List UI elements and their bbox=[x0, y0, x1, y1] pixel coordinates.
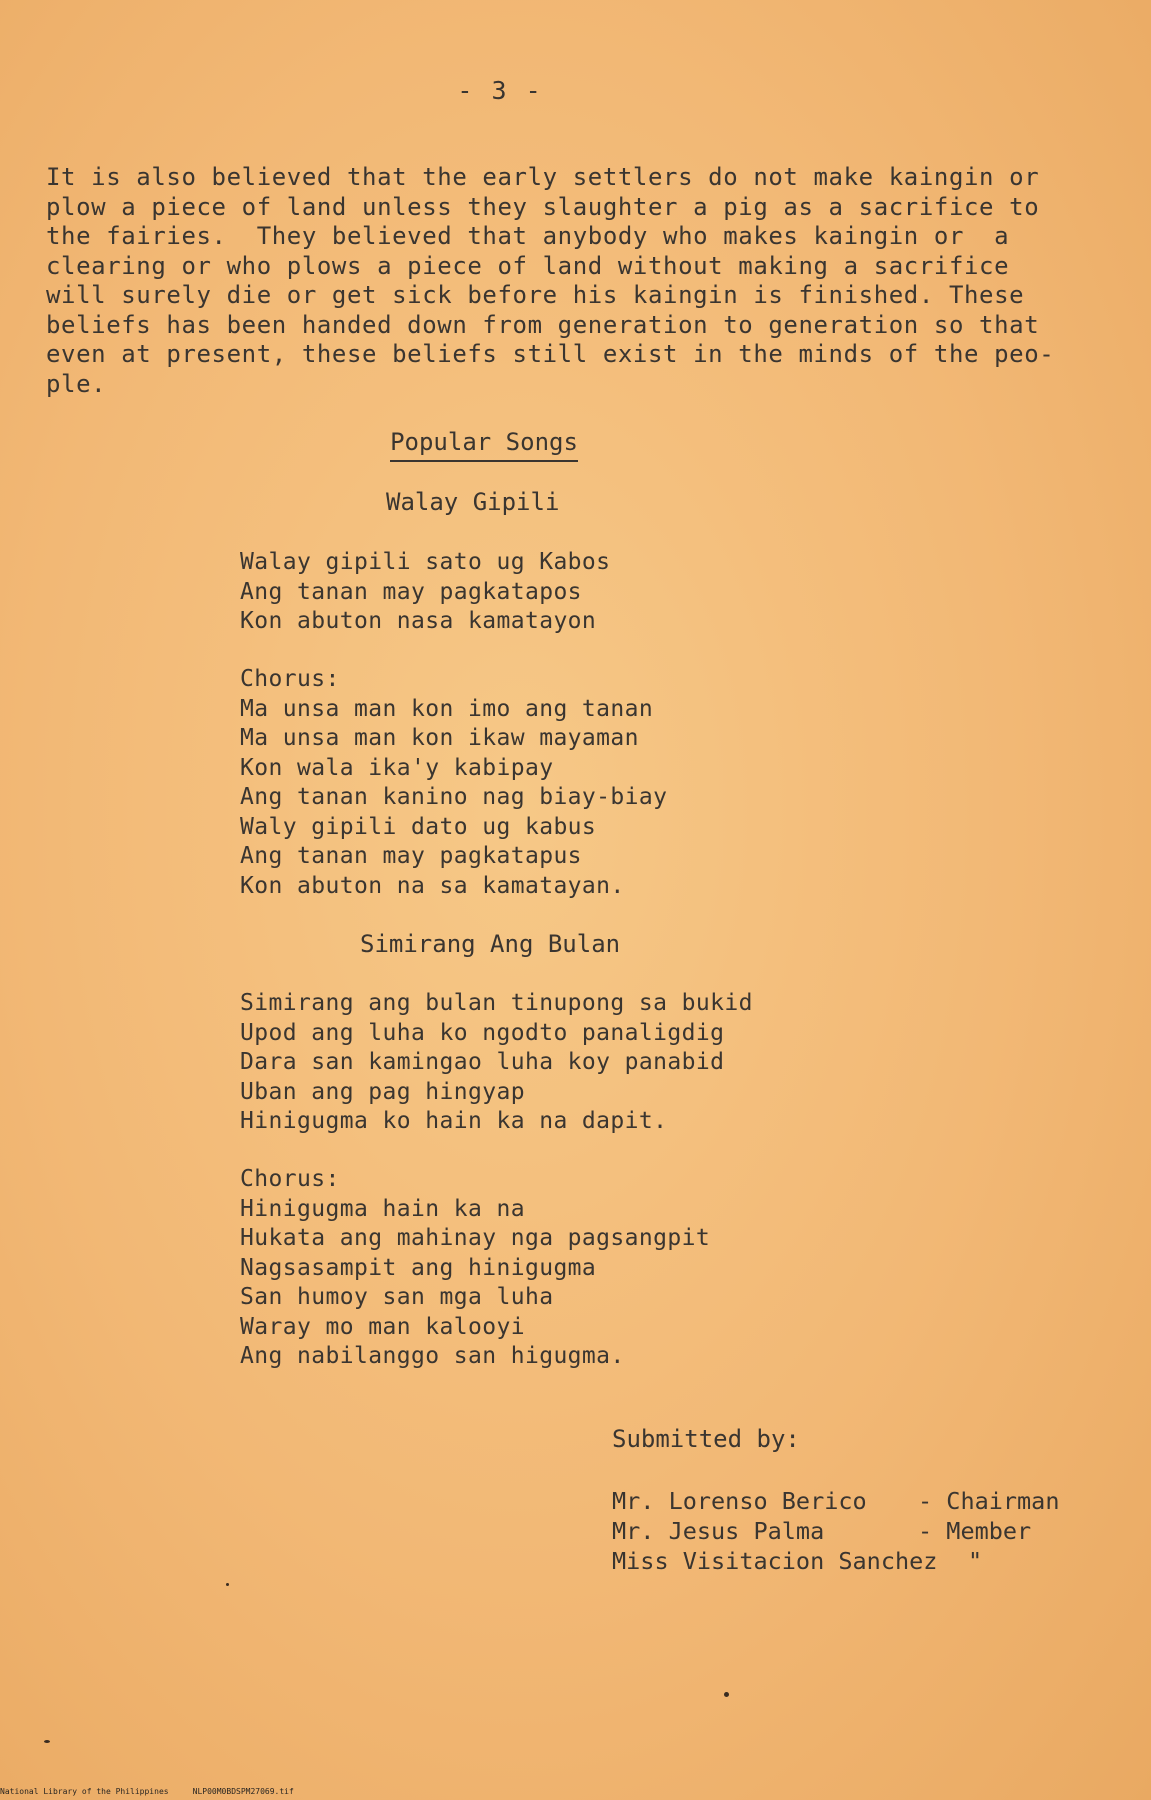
committee-members bbox=[612, 1486, 1059, 1576]
song1-chorus bbox=[240, 665, 667, 901]
scan-footer: National Library of the Philippines NLP00M0BDSPM27069.tif bbox=[0, 1787, 294, 1796]
lyric-line: Simirang ang bulan tinupong sa bukid bbox=[240, 990, 753, 1016]
member-row bbox=[612, 1546, 1059, 1576]
song-title-walay-gipili: Walay Gipili bbox=[386, 488, 560, 516]
submitted-by-label: Submitted by: bbox=[612, 1425, 800, 1453]
member-row bbox=[612, 1486, 1059, 1516]
lyric-line: Walay gipili sato ug Kabos bbox=[240, 549, 611, 575]
section-title bbox=[0, 428, 968, 456]
song1-verse bbox=[240, 548, 610, 637]
lyric-line: Waray mo man kalooyi bbox=[240, 1313, 525, 1340]
paper-speck bbox=[724, 1692, 729, 1697]
page-number: - 3 - bbox=[457, 76, 543, 105]
member-name: Mr. Lorenso Berico bbox=[612, 1487, 867, 1515]
lyric-line: Hukata ang mahinay nga pagsangpit bbox=[240, 1225, 711, 1251]
lyric-line: Nagsasampit ang hinigugma bbox=[240, 1254, 597, 1281]
intro-line: plow a piece of land unless they slaughter a pig as a sacrifice to bbox=[46, 192, 1040, 221]
lyric-line: Kon wala ika'y kabipay bbox=[240, 754, 554, 781]
member-role: - Chairman bbox=[918, 1487, 1060, 1515]
lyric-line: Ang nabilanggo san higugma. bbox=[240, 1343, 625, 1369]
chorus-label: Chorus: bbox=[240, 666, 340, 692]
intro-line: It is also believed that the early settlers do not make kaingin or bbox=[46, 163, 1040, 191]
song2-verse bbox=[240, 989, 753, 1137]
member-name: Mr. Jesus Palma bbox=[612, 1517, 825, 1545]
intro-line: will surely die or get sick before his kaingin is finished. These bbox=[46, 281, 1025, 309]
lyric-line: Ma unsa man kon imo ang tanan bbox=[240, 695, 654, 722]
intro-line: the fairies. They believed that anybody who makes kaingin or a bbox=[46, 222, 1010, 250]
member-name: Miss Visitacion Sanchez bbox=[612, 1547, 938, 1575]
lyric-line: Waly gipili dato ug kabus bbox=[240, 813, 597, 840]
member-role: - Member bbox=[918, 1517, 1032, 1545]
lyric-line: Ang tanan may pagkatapus bbox=[240, 843, 582, 869]
member-row bbox=[612, 1516, 1059, 1546]
member-role: " bbox=[968, 1547, 983, 1575]
paper-speck bbox=[226, 1583, 229, 1586]
intro-line: beliefs has been handed down from generation to generation so that bbox=[46, 310, 1040, 339]
lyric-line: Ang tanan kanino nag biay-biay bbox=[240, 784, 668, 810]
lyric-line: Ma unsa man kon ikaw mayaman bbox=[240, 725, 639, 751]
lyric-line: Kon abuton nasa kamatayon bbox=[240, 608, 597, 634]
intro-line: even at present, these beliefs still exist in the minds of the peo- bbox=[46, 340, 1055, 368]
lyric-line: Upod ang luha ko ngodto panaligdig bbox=[240, 1019, 725, 1046]
lyric-line: Uban ang pag hingyap bbox=[240, 1078, 525, 1105]
song-title-simirang-ang-bulan: Simirang Ang Bulan bbox=[360, 930, 621, 958]
lyric-line: Hinigugma ko hain ka na dapit. bbox=[240, 1108, 668, 1134]
section-title-text: Popular Songs bbox=[390, 428, 578, 462]
chorus-label: Chorus: bbox=[240, 1166, 340, 1192]
lyric-line: San humoy san mga luha bbox=[240, 1284, 554, 1310]
lyric-line: Kon abuton na sa kamatayan. bbox=[240, 872, 625, 899]
lyric-line: Hinigugma hain ka na bbox=[240, 1195, 525, 1222]
paper-speck bbox=[44, 1740, 50, 1743]
lyric-line: Dara san kamingao luha koy panabid bbox=[240, 1049, 725, 1075]
intro-line: clearing or who plows a piece of land without making a sacrifice bbox=[46, 251, 1010, 280]
lyric-line: Ang tanan may pagkatapos bbox=[240, 578, 582, 605]
song2-chorus bbox=[240, 1165, 710, 1372]
intro-paragraph bbox=[46, 163, 1055, 399]
intro-line: ple. bbox=[46, 369, 107, 398]
